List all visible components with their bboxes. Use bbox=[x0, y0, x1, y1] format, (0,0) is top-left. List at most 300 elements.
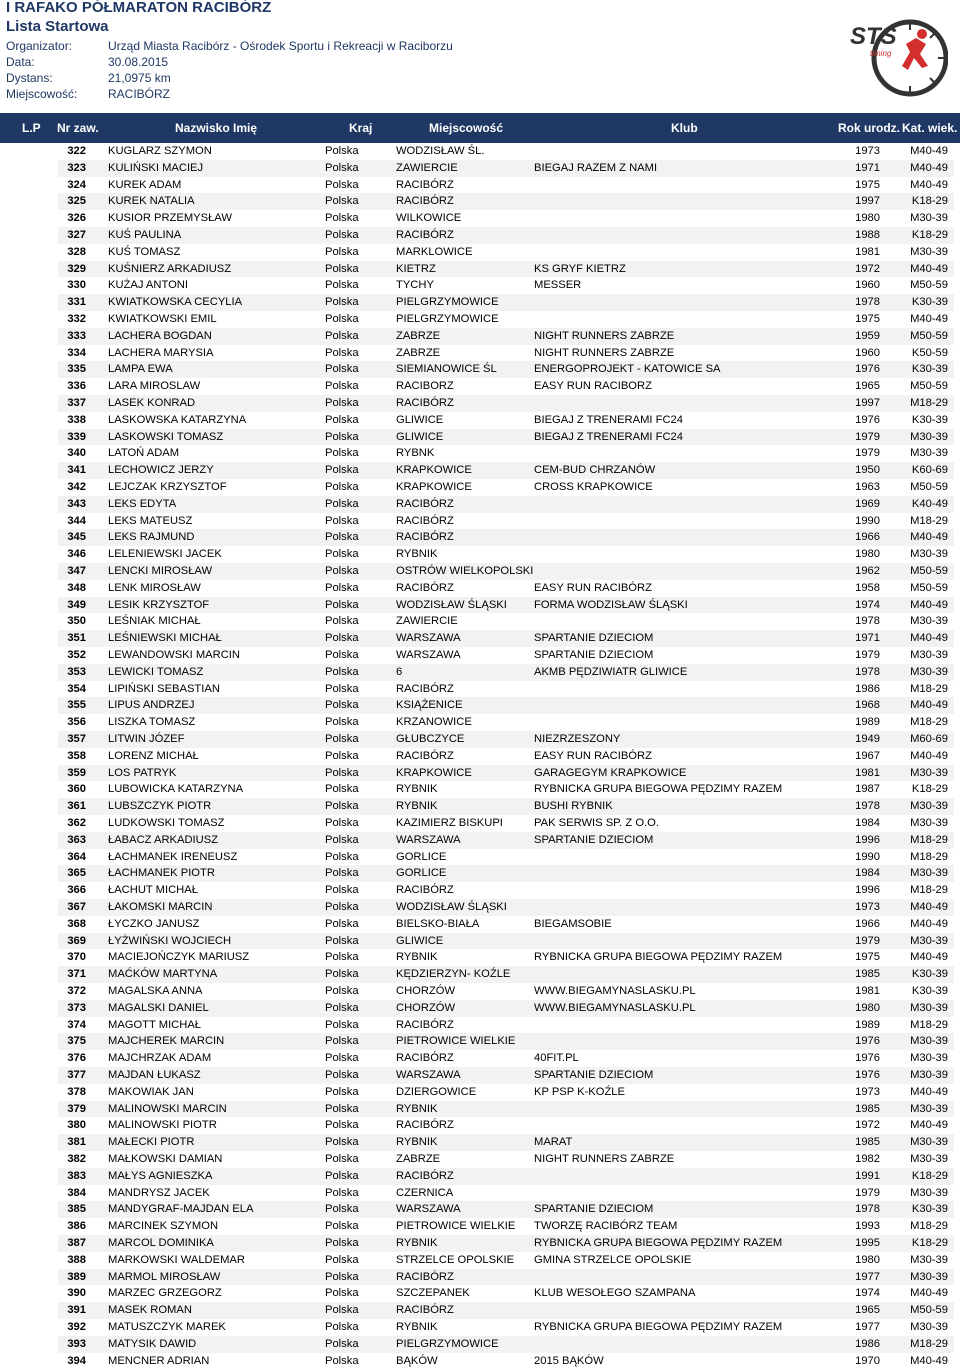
table-row bbox=[58, 546, 954, 563]
cell-name: LEKS RAJMUND bbox=[108, 531, 195, 544]
cell-rok: 1949 bbox=[855, 733, 880, 745]
cell-kraj: Polska bbox=[325, 1304, 359, 1317]
cell-name: MARCOL DOMINIKA bbox=[108, 1237, 214, 1249]
cell-name: KUŚ TOMASZ bbox=[108, 245, 181, 258]
table-row bbox=[58, 1101, 954, 1118]
cell-miejscowosc: SZCZEPANEK bbox=[396, 1287, 470, 1300]
meta-value: RACIBÓRZ bbox=[108, 87, 171, 101]
cell-miejscowosc: CHORZÓW bbox=[396, 985, 456, 997]
table-row bbox=[58, 1151, 954, 1168]
cell-name: LEWANDOWSKI MARCIN bbox=[108, 649, 240, 661]
cell-kat: M18-29 bbox=[910, 682, 948, 695]
cell-miejscowosc: ZAWIERCIE bbox=[396, 161, 458, 174]
cell-kat: M30-39 bbox=[910, 1136, 948, 1149]
cell-kraj: Polska bbox=[325, 262, 359, 275]
cell-klub: SPARTANIE DZIECIOM bbox=[534, 1069, 654, 1081]
cell-name: LENCKI MIROSŁAW bbox=[108, 565, 213, 577]
cell-nr: 379 bbox=[67, 1102, 86, 1115]
cell-miejscowosc: RACIBÓRZ bbox=[396, 178, 454, 191]
table-row bbox=[58, 496, 954, 513]
cell-kraj: Polska bbox=[325, 1321, 359, 1333]
cell-miejscowosc: WODZISŁAW ŚLĄSKI bbox=[396, 598, 507, 611]
cell-miejscowosc: KRAPKOWICE bbox=[396, 481, 472, 493]
cell-miejscowosc: RYBNIK bbox=[396, 548, 438, 561]
cell-kraj: Polska bbox=[325, 296, 359, 309]
cell-rok: 1984 bbox=[855, 867, 880, 880]
table-row bbox=[58, 580, 954, 597]
cell-kraj: Polska bbox=[325, 917, 359, 930]
cell-miejscowosc: PIELGRZYMOWICE bbox=[396, 313, 499, 325]
cell-nr: 357 bbox=[67, 733, 86, 745]
cell-kat: M30-39 bbox=[910, 212, 948, 225]
cell-name: LEKS EDYTA bbox=[108, 497, 177, 510]
cell-kat: M30-39 bbox=[910, 1035, 948, 1048]
cell-name: LORENZ MICHAŁ bbox=[108, 749, 199, 762]
cell-klub: SPARTANIE DZIECIOM bbox=[534, 632, 654, 645]
cell-name: ŁYCZKO JANUSZ bbox=[108, 917, 200, 930]
cell-kraj: Polska bbox=[325, 1001, 359, 1014]
cell-kat: M30-39 bbox=[910, 1069, 948, 1081]
cell-rok: 1995 bbox=[855, 1237, 880, 1249]
cell-nr: 386 bbox=[67, 1220, 86, 1233]
cell-kat: M40-49 bbox=[910, 145, 948, 157]
cell-kat: M18-29 bbox=[910, 1018, 948, 1031]
cell-miejscowosc: ZABRZE bbox=[396, 346, 441, 359]
cell-nr: 382 bbox=[67, 1153, 86, 1165]
col-miejscowosc: Miejscowość bbox=[429, 121, 504, 135]
cell-rok: 1980 bbox=[855, 212, 880, 225]
cell-nr: 373 bbox=[67, 1001, 86, 1014]
cell-miejscowosc: RACIBÓRZ bbox=[396, 514, 454, 527]
cell-name: LUDKOWSKI TOMASZ bbox=[108, 817, 225, 829]
cell-nr: 365 bbox=[67, 867, 86, 880]
cell-name: MARZEC GRZEGORZ bbox=[108, 1287, 222, 1300]
cell-name: MALINOWSKI PIOTR bbox=[108, 1119, 217, 1132]
cell-rok: 1958 bbox=[855, 581, 880, 594]
cell-kat: K18-29 bbox=[911, 195, 948, 208]
cell-nr: 347 bbox=[67, 565, 86, 577]
col-kat: Kat. wiek. bbox=[902, 121, 958, 135]
cell-miejscowosc: KRAPKOWICE bbox=[396, 766, 472, 779]
cell-rok: 1976 bbox=[855, 1035, 880, 1048]
table-row bbox=[58, 1000, 954, 1017]
cell-nr: 388 bbox=[67, 1253, 86, 1266]
cell-rok: 1981 bbox=[855, 985, 880, 997]
cell-kat: K30-39 bbox=[911, 363, 948, 376]
cell-kat: M40-49 bbox=[910, 632, 948, 645]
cell-rok: 1978 bbox=[855, 296, 880, 309]
table-row bbox=[58, 1252, 954, 1269]
cell-kat: K40-49 bbox=[911, 497, 948, 510]
cell-kat: M40-49 bbox=[910, 749, 948, 762]
cell-rok: 1980 bbox=[855, 548, 880, 561]
cell-name: LELENIEWSKI JACEK bbox=[108, 548, 222, 561]
cell-miejscowosc: RYBNIK bbox=[396, 1136, 438, 1149]
table-row bbox=[58, 277, 954, 294]
cell-kat: M30-39 bbox=[910, 817, 948, 829]
cell-miejscowosc: OSTRÓW WIELKOPOLSKI bbox=[396, 565, 534, 577]
cell-rok: 1960 bbox=[855, 346, 880, 359]
cell-miejscowosc: GORLICE bbox=[396, 850, 447, 863]
cell-kraj: Polska bbox=[325, 850, 359, 863]
table-row bbox=[58, 1336, 954, 1353]
cell-nr: 325 bbox=[67, 195, 86, 208]
cell-kat: M40-49 bbox=[910, 262, 948, 275]
cell-nr: 380 bbox=[67, 1119, 86, 1132]
table-row bbox=[58, 193, 954, 210]
table-row bbox=[58, 748, 954, 765]
cell-miejscowosc: RACIBÓRZ bbox=[396, 581, 454, 594]
cell-miejscowosc: PIETROWICE WIELKIE bbox=[396, 1220, 516, 1233]
cell-miejscowosc: PIELGRZYMOWICE bbox=[396, 1337, 499, 1350]
cell-rok: 1981 bbox=[855, 766, 880, 779]
cell-rok: 1950 bbox=[855, 464, 880, 477]
cell-miejscowosc: GLIWICE bbox=[396, 934, 444, 947]
cell-nr: 384 bbox=[67, 1186, 86, 1199]
cell-miejscowosc: 6 bbox=[396, 665, 403, 678]
cell-kat: M50-59 bbox=[910, 380, 948, 393]
cell-kat: K30-39 bbox=[911, 968, 948, 981]
cell-name: LAMPA EWA bbox=[108, 363, 173, 376]
cell-rok: 1984 bbox=[855, 817, 880, 829]
column-header-bar bbox=[0, 113, 960, 143]
cell-kraj: Polska bbox=[325, 1035, 359, 1048]
cell-nr: 329 bbox=[67, 262, 86, 275]
cell-name: MANDRYSZ JACEK bbox=[108, 1186, 210, 1199]
cell-miejscowosc: RACIBÓRZ bbox=[396, 531, 454, 544]
cell-klub: MARAT bbox=[534, 1136, 573, 1149]
cell-name: ŁACHMANEK PIOTR bbox=[108, 867, 215, 880]
cell-miejscowosc: RYBNIK bbox=[396, 1321, 438, 1333]
cell-kraj: Polska bbox=[325, 867, 359, 880]
cell-nr: 391 bbox=[67, 1304, 86, 1317]
cell-name: KUSIOR PRZEMYSŁAW bbox=[108, 212, 232, 225]
meta-distance bbox=[6, 71, 171, 85]
meta-value: Urząd Miasta Racibórz - Ośrodek Sportu i Rekreacji w Raciborzu bbox=[108, 39, 453, 53]
cell-kraj: Polska bbox=[325, 279, 359, 292]
cell-kat: M30-39 bbox=[910, 1270, 948, 1283]
cell-rok: 1989 bbox=[855, 716, 880, 729]
cell-kraj: Polska bbox=[325, 531, 359, 544]
cell-kraj: Polska bbox=[325, 464, 359, 477]
cell-rok: 1976 bbox=[855, 363, 880, 376]
cell-name: MAJDAN ŁUKASZ bbox=[108, 1069, 201, 1081]
cell-kat: M30-39 bbox=[910, 615, 948, 628]
cell-kat: M50-59 bbox=[910, 565, 948, 577]
cell-klub: WWW.BIEGAMYNASLASKU.PL bbox=[534, 985, 696, 997]
cell-name: MAŁYS AGNIESZKA bbox=[108, 1169, 213, 1182]
cell-name: MAĆKÓW MARTYNA bbox=[108, 968, 218, 981]
table-row bbox=[58, 798, 954, 815]
cell-name: KWIATKOWSKI EMIL bbox=[108, 313, 217, 325]
table-row bbox=[58, 361, 954, 378]
cell-miejscowosc: GLIWICE bbox=[396, 413, 444, 426]
cell-kraj: Polska bbox=[325, 346, 359, 359]
cell-nr: 341 bbox=[67, 464, 86, 477]
cell-name: LENK MIROSŁAW bbox=[108, 581, 201, 594]
cell-rok: 1986 bbox=[855, 682, 880, 695]
cell-kraj: Polska bbox=[325, 548, 359, 561]
cell-rok: 1991 bbox=[855, 1169, 880, 1182]
cell-name: ŁACHUT MICHAŁ bbox=[108, 884, 198, 897]
table-row bbox=[58, 445, 954, 462]
cell-rok: 1996 bbox=[855, 884, 880, 897]
cell-kraj: Polska bbox=[325, 145, 359, 157]
cell-kat: M30-39 bbox=[910, 1052, 948, 1065]
cell-nr: 383 bbox=[67, 1169, 86, 1182]
table-row bbox=[58, 244, 954, 261]
cell-kat: M40-49 bbox=[910, 951, 948, 964]
cell-miejscowosc: KIETRZ bbox=[396, 262, 436, 275]
cell-nr: 367 bbox=[67, 901, 86, 913]
cell-name: LEWICKI TOMASZ bbox=[108, 665, 204, 678]
cell-rok: 1988 bbox=[855, 229, 880, 241]
cell-nr: 376 bbox=[67, 1052, 86, 1065]
cell-nr: 349 bbox=[67, 598, 86, 611]
cell-rok: 1986 bbox=[855, 1337, 880, 1350]
cell-kat: K18-29 bbox=[911, 783, 948, 796]
table-row bbox=[58, 731, 954, 748]
cell-miejscowosc: ZABRZE bbox=[396, 1153, 441, 1165]
cell-kraj: Polska bbox=[325, 363, 359, 376]
cell-name: KUŚNIERZ ARKADIUSZ bbox=[108, 262, 232, 275]
cell-nr: 322 bbox=[67, 145, 86, 157]
cell-nr: 342 bbox=[67, 481, 86, 493]
cell-rok: 1974 bbox=[855, 1287, 880, 1300]
cell-miejscowosc: KĘDZIERZYN- KOŹLE bbox=[396, 968, 511, 981]
cell-kraj: Polska bbox=[325, 514, 359, 527]
cell-kat: M30-39 bbox=[910, 548, 948, 561]
cell-nr: 372 bbox=[67, 985, 86, 997]
cell-klub: EASY RUN RACIBÓRZ bbox=[534, 581, 652, 594]
cell-nr: 370 bbox=[67, 951, 86, 964]
cell-kraj: Polska bbox=[325, 161, 359, 174]
table-row bbox=[58, 1285, 954, 1302]
table-row bbox=[58, 613, 954, 630]
table-row bbox=[58, 227, 954, 244]
cell-name: LASKOWSKI TOMASZ bbox=[108, 430, 224, 443]
cell-kat: M18-29 bbox=[910, 1337, 948, 1350]
cell-miejscowosc: RYBNK bbox=[396, 447, 435, 460]
cell-nr: 332 bbox=[67, 313, 86, 325]
cell-nr: 330 bbox=[67, 279, 86, 292]
cell-klub: NIGHT RUNNERS ZABRZE bbox=[534, 1153, 675, 1165]
cell-nr: 354 bbox=[67, 682, 86, 695]
table-row bbox=[58, 563, 954, 580]
cell-miejscowosc: RACIBÓRZ bbox=[396, 682, 454, 695]
cell-klub: KLUB WESOŁEGO SZAMPANA bbox=[534, 1287, 696, 1300]
cell-kat: M40-49 bbox=[910, 178, 948, 191]
table-row bbox=[58, 345, 954, 362]
cell-miejscowosc: WARSZAWA bbox=[396, 1203, 461, 1216]
cell-miejscowosc: CHORZÓW bbox=[396, 1001, 456, 1014]
cell-klub: NIGHT RUNNERS ZABRZE bbox=[534, 329, 675, 342]
cell-nr: 368 bbox=[67, 917, 86, 930]
cell-miejscowosc: RACIBORZ bbox=[396, 380, 454, 393]
cell-rok: 1978 bbox=[855, 665, 880, 678]
cell-name: MACIEJOŃCZYK MARIUSZ bbox=[108, 951, 250, 964]
cell-rok: 1980 bbox=[855, 1001, 880, 1014]
table-row bbox=[58, 429, 954, 446]
table-row bbox=[58, 781, 954, 798]
table-row bbox=[58, 311, 954, 328]
cell-miejscowosc: PIELGRZYMOWICE bbox=[396, 296, 499, 309]
cell-name: LEKS MATEUSZ bbox=[108, 514, 193, 527]
event-title: I RAFAKO PÓŁMARATON RACIBÓRZ bbox=[6, 0, 272, 16]
cell-name: KUŚ PAULINA bbox=[108, 229, 182, 241]
cell-name: MARKOWSKI WALDEMAR bbox=[108, 1253, 245, 1266]
cell-nr: 355 bbox=[67, 699, 86, 712]
cell-kraj: Polska bbox=[325, 1052, 359, 1065]
cell-klub: RYBNICKA GRUPA BIEGOWA PĘDZIMY RAZEM bbox=[534, 783, 783, 796]
cell-klub: GMINA STRZELCE OPOLSKIE bbox=[534, 1253, 692, 1266]
cell-rok: 1979 bbox=[855, 430, 880, 443]
cell-klub: SPARTANIE DZIECIOM bbox=[534, 1203, 654, 1216]
cell-rok: 1977 bbox=[855, 1321, 880, 1333]
cell-rok: 1977 bbox=[855, 1270, 880, 1283]
cell-klub: SPARTANIE DZIECIOM bbox=[534, 649, 654, 661]
cell-miejscowosc: SIEMIANOWICE ŚL bbox=[396, 363, 497, 376]
table-row bbox=[58, 462, 954, 479]
cell-name: MAJCHRZAK ADAM bbox=[108, 1052, 212, 1065]
cell-kraj: Polska bbox=[325, 699, 359, 712]
cell-rok: 1985 bbox=[855, 1102, 880, 1115]
cell-klub: PAK SERWIS SP. Z O.O. bbox=[534, 817, 659, 829]
cell-kraj: Polska bbox=[325, 195, 359, 208]
cell-nr: 346 bbox=[67, 548, 86, 561]
cell-kraj: Polska bbox=[325, 1186, 359, 1199]
cell-miejscowosc: RYBNIK bbox=[396, 951, 438, 964]
table-row bbox=[58, 714, 954, 731]
cell-kraj: Polska bbox=[325, 380, 359, 393]
cell-kraj: Polska bbox=[325, 1253, 359, 1266]
cell-miejscowosc: BĄKÓW bbox=[396, 1354, 438, 1367]
cell-kraj: Polska bbox=[325, 783, 359, 796]
cell-nr: 343 bbox=[67, 497, 86, 510]
table-row bbox=[58, 1017, 954, 1034]
cell-klub: EASY RUN RACIBÓRZ bbox=[534, 749, 652, 762]
cell-kraj: Polska bbox=[325, 749, 359, 762]
cell-nr: 389 bbox=[67, 1270, 86, 1283]
table-row bbox=[58, 395, 954, 412]
cell-name: MAJCHEREK MARCIN bbox=[108, 1035, 225, 1048]
cell-rok: 1987 bbox=[855, 783, 880, 796]
table-row bbox=[58, 664, 954, 681]
cell-kraj: Polska bbox=[325, 833, 359, 846]
cell-nr: 344 bbox=[67, 514, 86, 527]
col-name: Nazwisko Imię bbox=[175, 121, 258, 135]
cell-kat: K60-69 bbox=[911, 464, 948, 477]
table-row bbox=[58, 647, 954, 664]
document-header bbox=[0, 0, 960, 113]
cell-rok: 1978 bbox=[855, 1203, 880, 1216]
cell-kat: M30-39 bbox=[910, 800, 948, 813]
cell-rok: 1975 bbox=[855, 951, 880, 964]
cell-name: KUŻAJ ANTONI bbox=[108, 279, 188, 292]
cell-kraj: Polska bbox=[325, 497, 359, 510]
list-title: Lista Startowa bbox=[6, 18, 109, 35]
cell-name: KWIATKOWSKA CECYLIA bbox=[108, 296, 243, 309]
cell-kraj: Polska bbox=[325, 1136, 359, 1149]
cell-nr: 338 bbox=[67, 413, 86, 426]
sts-timing-logo bbox=[848, 14, 948, 100]
table-row bbox=[58, 1050, 954, 1067]
cell-klub: 40FIT.PL bbox=[534, 1052, 579, 1065]
cell-kraj: Polska bbox=[325, 1270, 359, 1283]
cell-rok: 1989 bbox=[855, 1018, 880, 1031]
cell-rok: 1969 bbox=[855, 497, 880, 510]
cell-name: MAGALSKA ANNA bbox=[108, 985, 203, 997]
cell-kat: K30-39 bbox=[911, 413, 948, 426]
cell-kat: M30-39 bbox=[910, 867, 948, 880]
cell-nr: 327 bbox=[67, 229, 86, 241]
cell-rok: 1975 bbox=[855, 178, 880, 191]
table-row bbox=[58, 865, 954, 882]
table-row bbox=[58, 1033, 954, 1050]
cell-name: LARA MIROSLAW bbox=[108, 380, 201, 393]
cell-kat: M30-39 bbox=[910, 447, 948, 460]
cell-name: KUGLARZ SZYMON bbox=[108, 145, 212, 157]
cell-kraj: Polska bbox=[325, 329, 359, 342]
cell-rok: 1981 bbox=[855, 245, 880, 258]
cell-nr: 362 bbox=[67, 817, 86, 829]
cell-name: MAKOWIAK JAN bbox=[108, 1085, 194, 1098]
cell-rok: 1971 bbox=[855, 161, 880, 174]
cell-nr: 375 bbox=[67, 1035, 86, 1048]
meta-value: 21,0975 km bbox=[108, 71, 171, 85]
cell-miejscowosc: ZABRZE bbox=[396, 329, 441, 342]
cell-name: LECHOWICZ JERZY bbox=[108, 464, 214, 477]
cell-kraj: Polska bbox=[325, 245, 359, 258]
cell-nr: 328 bbox=[67, 245, 86, 258]
cell-nr: 356 bbox=[67, 716, 86, 729]
cell-rok: 1976 bbox=[855, 413, 880, 426]
cell-klub: FORMA WODZISŁAW ŚLĄSKI bbox=[534, 598, 688, 611]
cell-name: MAGALSKI DANIEL bbox=[108, 1001, 209, 1014]
table-row bbox=[58, 933, 954, 950]
col-rok: Rok urodz. bbox=[838, 121, 900, 135]
cell-rok: 1975 bbox=[855, 313, 880, 325]
cell-name: LASEK KONRAD bbox=[108, 397, 196, 409]
cell-kat: M40-49 bbox=[910, 1287, 948, 1300]
cell-nr: 374 bbox=[67, 1018, 86, 1031]
cell-kraj: Polska bbox=[325, 581, 359, 594]
cell-rok: 1979 bbox=[855, 447, 880, 460]
cell-kat: K30-39 bbox=[911, 985, 948, 997]
cell-kat: M40-49 bbox=[910, 699, 948, 712]
table-row bbox=[58, 1134, 954, 1151]
col-kraj: Kraj bbox=[349, 121, 373, 135]
cell-nr: 353 bbox=[67, 665, 86, 678]
cell-kat: M18-29 bbox=[910, 850, 948, 863]
cell-rok: 1962 bbox=[855, 565, 880, 577]
cell-kraj: Polska bbox=[325, 1203, 359, 1216]
cell-kat: M40-49 bbox=[910, 1354, 948, 1367]
table-row bbox=[58, 1067, 954, 1084]
table-row bbox=[58, 597, 954, 614]
cell-nr: 351 bbox=[67, 632, 86, 645]
cell-nr: 337 bbox=[67, 397, 86, 409]
cell-miejscowosc: RACIBÓRZ bbox=[396, 1018, 454, 1031]
cell-rok: 1993 bbox=[855, 1220, 880, 1233]
cell-rok: 1997 bbox=[855, 195, 880, 208]
meta-label: Dystans: bbox=[6, 71, 53, 85]
cell-klub: BIEGAJ Z TRENERAMI FC24 bbox=[534, 430, 683, 443]
cell-nr: 364 bbox=[67, 850, 86, 863]
cell-kat: K18-29 bbox=[911, 1237, 948, 1249]
cell-rok: 1968 bbox=[855, 699, 880, 712]
cell-miejscowosc: KSIĄŻENICE bbox=[396, 699, 463, 712]
